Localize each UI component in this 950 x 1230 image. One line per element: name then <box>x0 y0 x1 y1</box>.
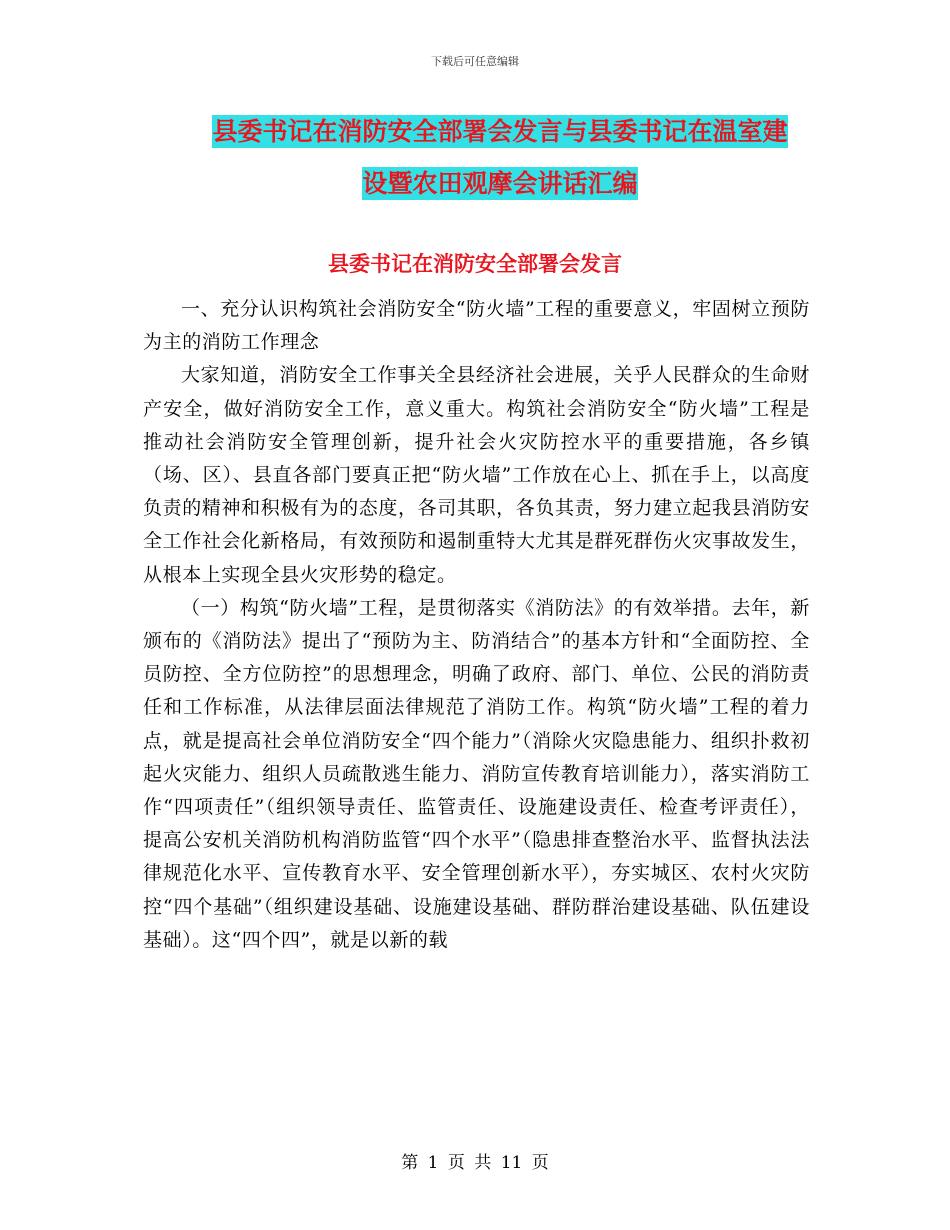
page-footer: 第 1 页 共 11 页 <box>401 1153 549 1173</box>
title-line-1: 县委书记在消防安全部署会发言与县委书记在温室建 <box>212 117 788 146</box>
paragraph-heading: 一、充分认识构筑社会消防安全“防火墙”工程的重要意义，牢固树立预防为主的消防工作理念 <box>143 298 810 354</box>
body-text <box>143 293 810 957</box>
title-line-2: 设暨农田观摩会讲话汇编 <box>362 169 638 198</box>
document-title <box>140 106 860 210</box>
section-subtitle: 县委书记在消防安全部署会发言 <box>328 251 622 276</box>
header-note: 下载后可任意编辑 <box>431 55 519 68</box>
paragraph: 大家知道，消防安全工作事关全县经济社会进展，关乎人民群众的生命财产安全，做好消防安全工作，意义重大。构筑社会消防安全“防火墙”工程是推动社会消防安全管理创新，提升社会火灾防控水平的重要措施，各乡镇（场、区）、县直各部门要真正把“防火墙”工作放在心上、抓在手上，以高度负责的精神和积极有为的态度，各司其职，各负其责，努力建立起我县消防安全工作社会化新格局，有效预防和遏制重特大尤其是群死群伤火灾事故发生，从根本上实现全县火灾形势的稳定。 <box>143 364 810 586</box>
paragraph: （一）构筑“防火墙”工程，是贯彻落实《消防法》的有效举措。去年，新颁布的《消防法》提出了“预防为主、防消结合”的基本方针和“全面防控、全员防控、全方位防控”的思想理念，明确了政府、部门、单位、公民的消防责任和工作标准，从法律层面法律规范了消防工作。构筑“防火墙”工程的着力点，就是提高社会单位消防安全“四个能力”（消除火灾隐患能力、组织扑救初起火灾能力、组织人员疏散逃生能力、消防宣传教育培训能力），落实消防工作“四项责任”（组织领导责任、监管责任、设施建设责任、检查考评责任），提高公安机关消防机构消防监管“四个水平”（隐患排查整治水平、监督执法法律规范化水平、宣传教育水平、安全管理创新水平），夯实城区、农村火灾防控“四个基础”（组织建设基础、设施建设基础、群防群治建设基础、队伍建设基础）。这“四个四”，就是以新的载 <box>143 596 810 951</box>
